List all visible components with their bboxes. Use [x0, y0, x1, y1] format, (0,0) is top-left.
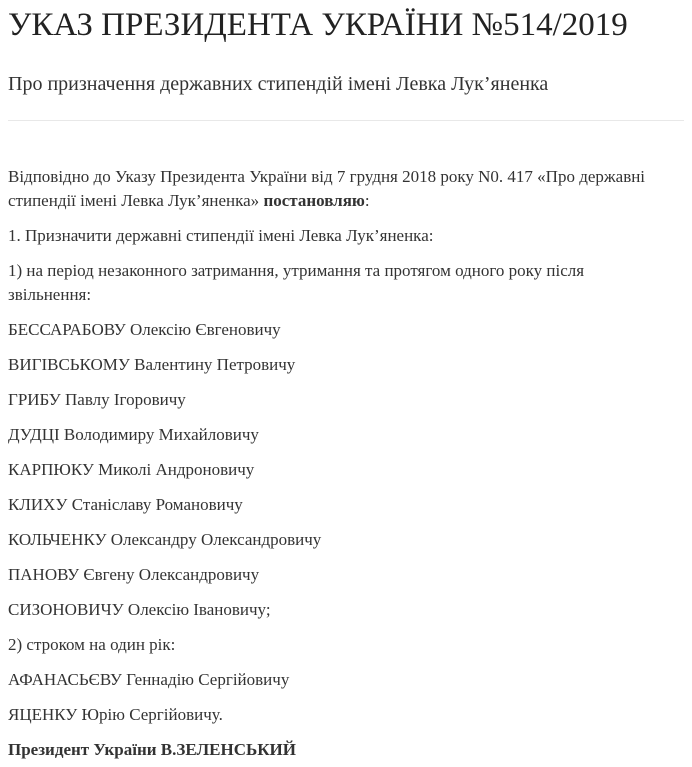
list-item: ВИГІВСЬКОМУ Валентину Петровичу	[8, 355, 296, 375]
intro-line-2-bold: постановляю	[263, 191, 365, 211]
list-item: КЛИХУ Станіславу Романовичу	[8, 495, 243, 515]
sub-item-2: 2) строком на один рік:	[8, 635, 176, 655]
list-item: ПАНОВУ Євгену Олександровичу	[8, 565, 260, 585]
list-item: СИЗОНОВИЧУ Олексію Івановичу;	[8, 600, 271, 620]
sub-item-1-line-2: звільнення:	[8, 285, 92, 305]
recipients-detained-list	[8, 318, 684, 622]
sub-item-1-line-1: 1) на період незаконного затримання, утримання та протягом одного року після	[8, 261, 585, 281]
horizontal-divider	[8, 120, 684, 121]
list-item: АФАНАСЬЄВУ Геннадію Сергійовичу	[8, 670, 290, 690]
list-item: БЕССАРАБОВУ Олексію Євгеновичу	[8, 320, 281, 340]
list-item: ЯЦЕНКУ Юрію Сергійовичу.	[8, 705, 223, 725]
list-item: КАРПЮКУ Миколі Андроновичу	[8, 460, 255, 480]
list-item: ГРИБУ Павлу Ігоровичу	[8, 390, 186, 410]
signature-line: Президент України В.ЗЕЛЕНСЬКИЙ	[8, 740, 296, 760]
decree-subtitle: Про призначення державних стипендій імені Левка Лук’яненка	[8, 73, 549, 96]
sub-item-1	[8, 259, 684, 307]
recipients-one-year-list	[8, 668, 684, 727]
list-item: ДУДЦІ Володимиру Михайловичу	[8, 425, 259, 445]
intro-line-2-pre: стипендії імені Левка Лук’яненка»	[8, 191, 264, 211]
intro-line-2-post: :	[364, 191, 370, 211]
intro-line-1: Відповідно до Указу Президента України від 7 грудня 2018 року N0. 417 «Про державні	[8, 167, 646, 187]
decree-body	[8, 165, 684, 762]
list-item: КОЛЬЧЕНКУ Олександру Олександровичу	[8, 530, 322, 550]
intro-paragraph	[8, 165, 684, 213]
page-title: УКАЗ ПРЕЗИДЕНТА УКРАЇНИ №514/2019	[8, 7, 628, 43]
item-1: 1. Призначити державні стипендії імені Левка Лук’яненка:	[8, 226, 434, 246]
intro-line-2	[8, 189, 684, 213]
